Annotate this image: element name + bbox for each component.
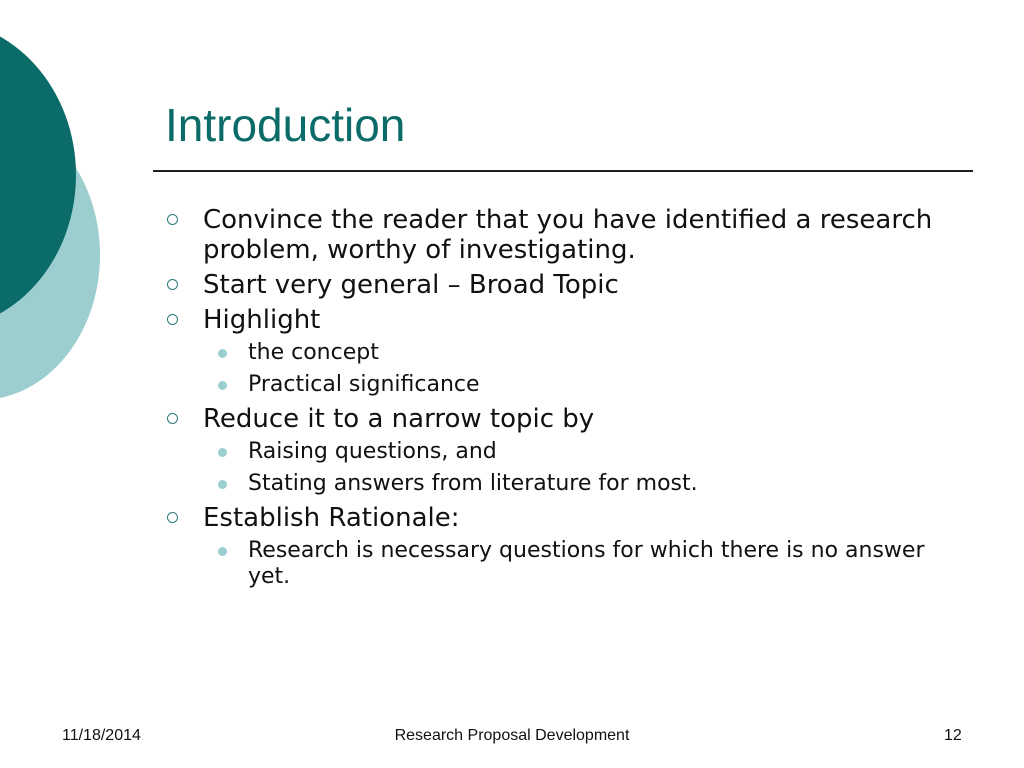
sub-bullet-item: [165, 471, 945, 497]
slide-title: Introduction: [165, 99, 406, 151]
dot-bullet-icon: [218, 547, 227, 556]
bullet-item: [165, 270, 945, 300]
footer-date: 11/18/2014: [62, 727, 141, 744]
dot-bullet-icon: [218, 381, 227, 390]
bullet-text: Start very general – Broad Topic: [203, 270, 619, 300]
sub-bullet-text: Stating answers from literature for most.: [248, 471, 698, 496]
sub-bullet-item: [165, 340, 945, 366]
page-number: 12: [944, 727, 962, 744]
hollow-circle-bullet-icon: [167, 413, 178, 424]
bullet-text: Convince the reader that you have identified a research problem, worthy of investigating.: [203, 205, 933, 265]
dot-bullet-icon: [218, 349, 227, 358]
bullet-item: [165, 305, 945, 335]
dot-bullet-icon: [218, 448, 227, 457]
hollow-circle-bullet-icon: [167, 512, 178, 523]
sub-bullet-text: the concept: [248, 340, 379, 365]
sub-bullet-text: Practical significance: [248, 372, 480, 397]
bullet-text: Reduce it to a narrow topic by: [203, 404, 595, 434]
sub-bullet-text: Raising questions, and: [248, 439, 497, 464]
bullet-item: [165, 205, 945, 265]
footer-title: Research Proposal Development: [394, 727, 630, 744]
sub-bullet-text: Research is necessary questions for which there is no answer yet.: [248, 538, 925, 589]
hollow-circle-bullet-icon: [167, 214, 178, 225]
bullet-item: [165, 503, 945, 533]
hollow-circle-bullet-icon: [167, 314, 178, 325]
bullet-text: Highlight: [203, 305, 321, 335]
hollow-circle-bullet-icon: [167, 279, 178, 290]
sub-bullet-item: [165, 372, 945, 398]
bullet-item: [165, 404, 945, 434]
sub-bullet-item: [165, 538, 945, 590]
bullet-text: Establish Rationale:: [203, 503, 460, 533]
sub-bullet-item: [165, 439, 945, 465]
bullet-list: [165, 205, 945, 596]
dot-bullet-icon: [218, 480, 227, 489]
title-divider: [153, 170, 973, 172]
